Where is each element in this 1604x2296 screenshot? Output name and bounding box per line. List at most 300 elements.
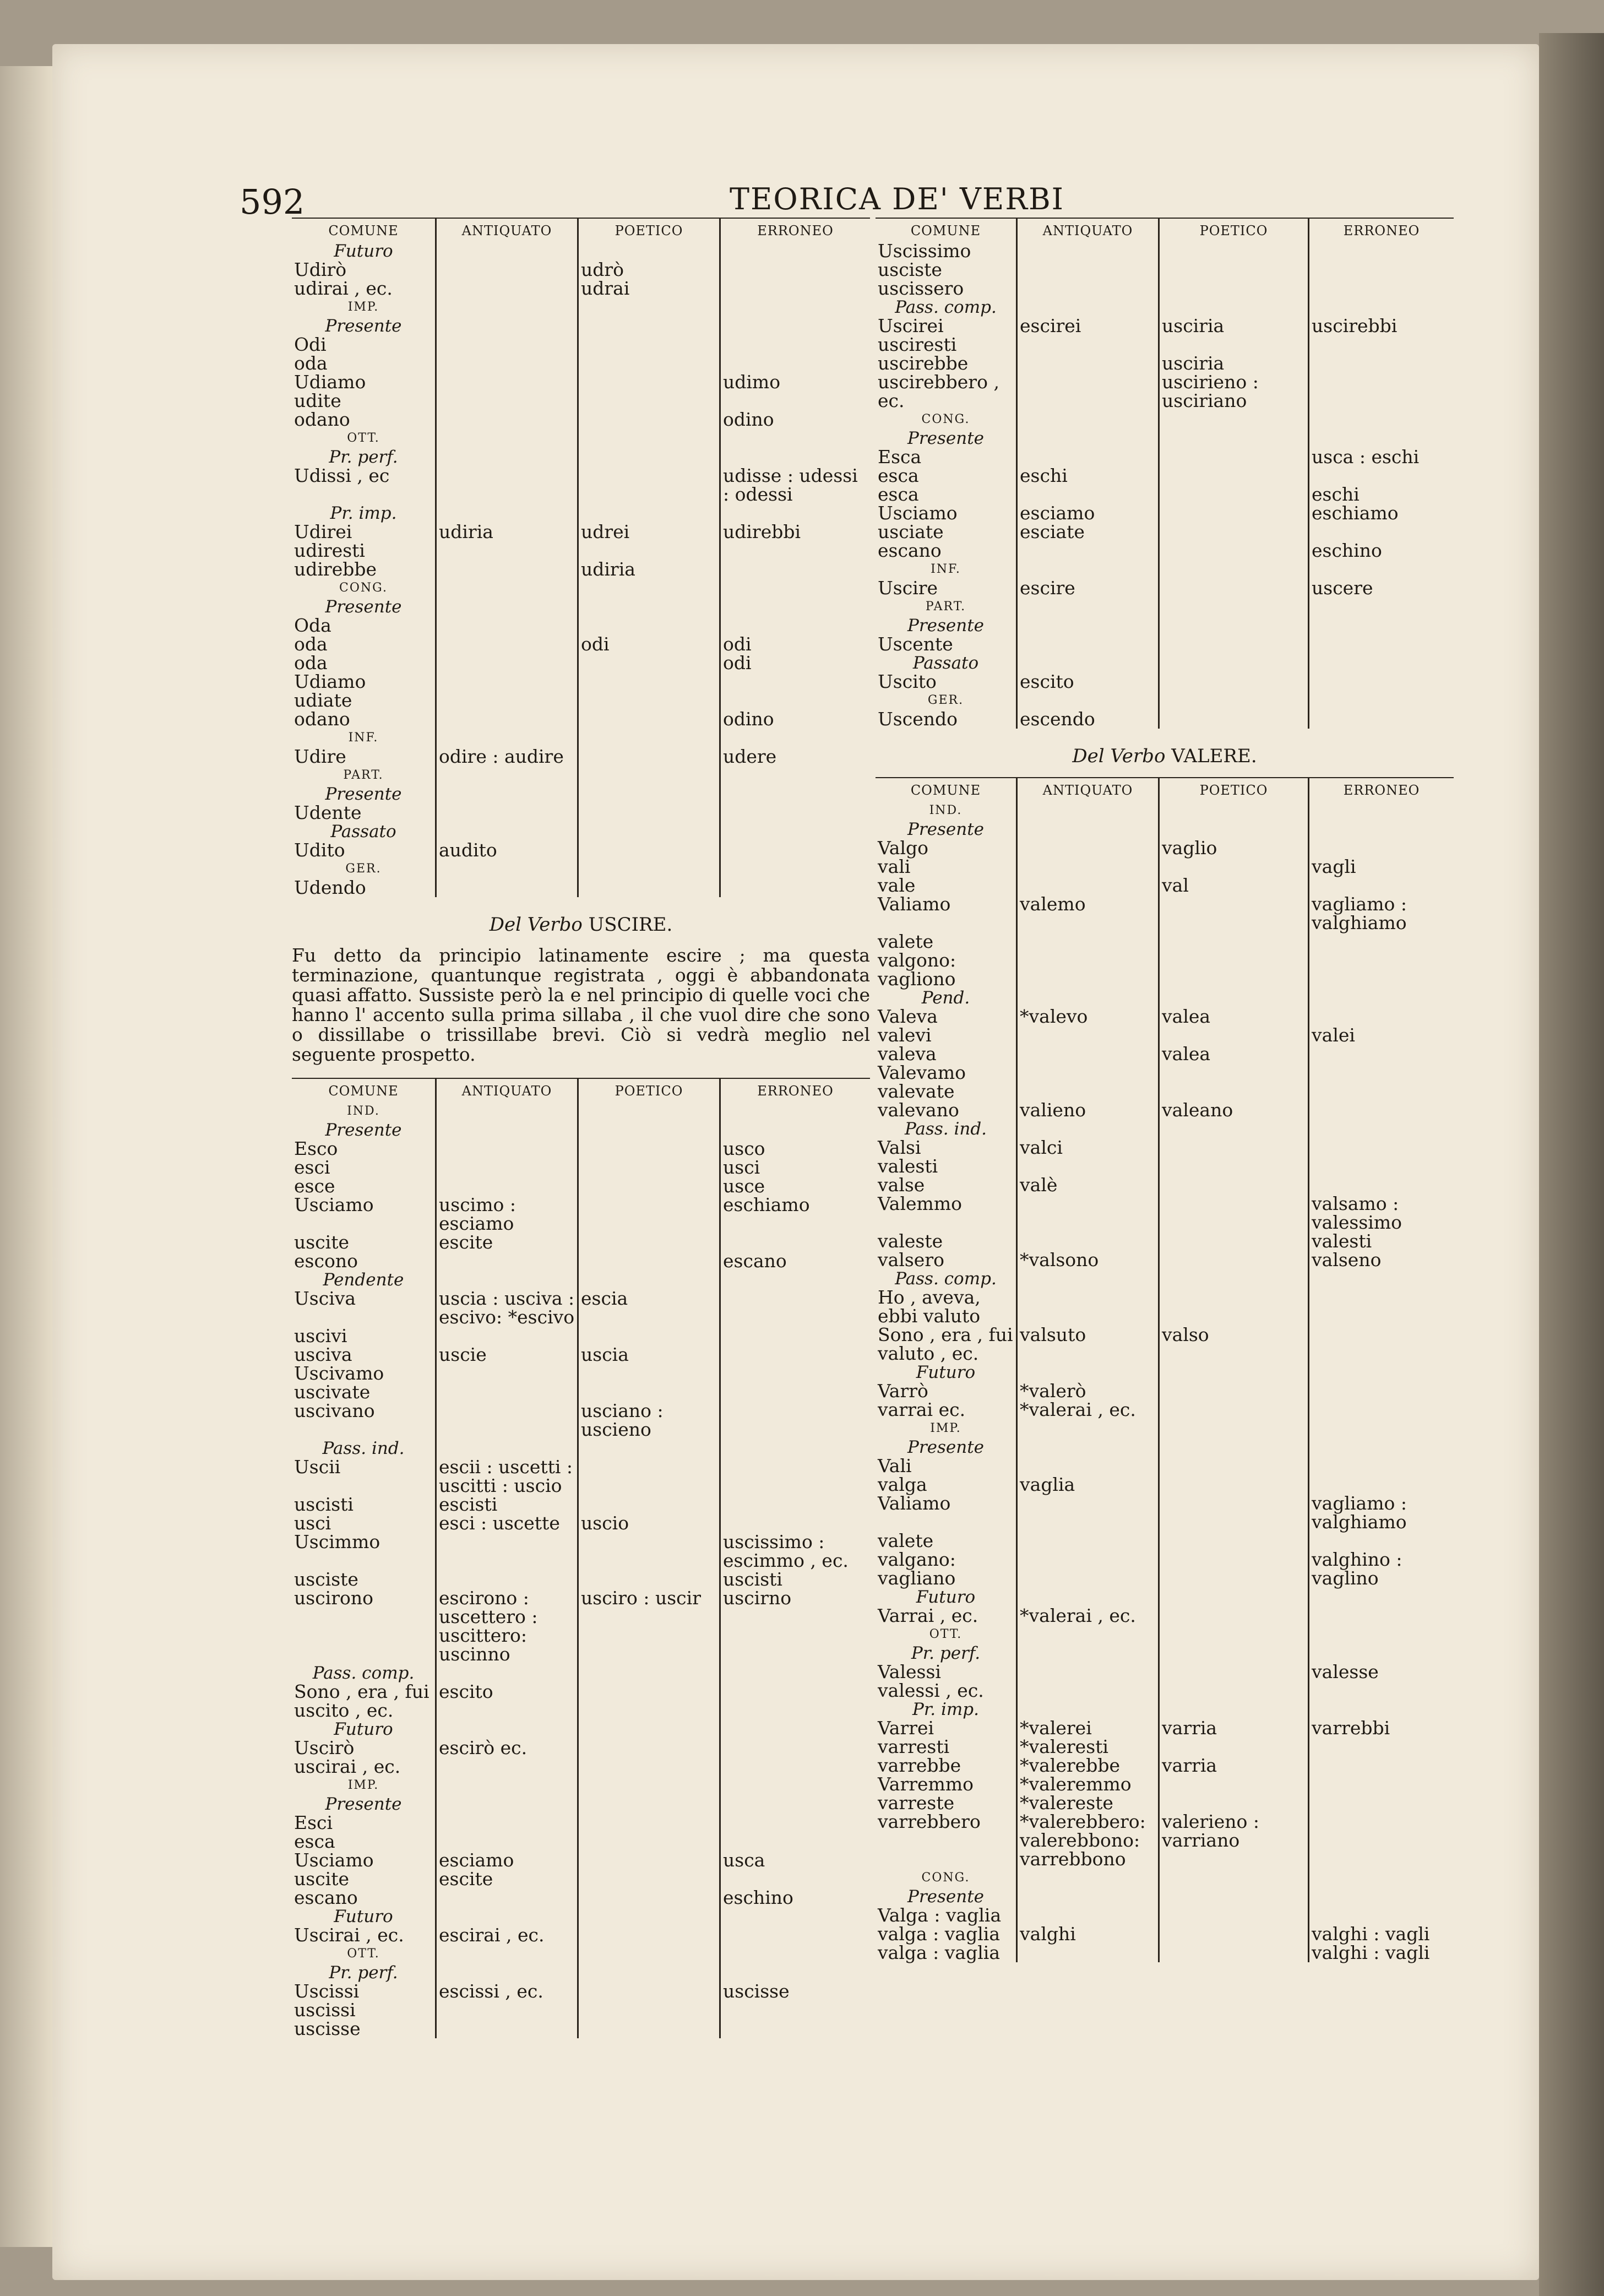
form-poetico (577, 804, 719, 822)
verb-form-comune: valeste (878, 1230, 943, 1252)
verb-form-comune: Uscii (294, 1456, 341, 1478)
form-poetico (577, 1720, 719, 1739)
tense-label: PART. (343, 768, 384, 782)
form-erroneo (719, 1945, 870, 1963)
form-erroneo (1308, 710, 1454, 729)
form-erroneo (719, 579, 870, 598)
form-erroneo (1308, 1382, 1454, 1401)
verb-form-comune: Udiamo (294, 371, 366, 393)
form-antiquato: vaglia (1016, 1475, 1158, 1494)
header-erroneo: ERRONEO (1308, 778, 1454, 801)
form-poetico (577, 1814, 719, 1832)
form-erroneo (1308, 1887, 1454, 1906)
form-erroneo (719, 1682, 870, 1720)
tense-label: Pass. comp. (895, 297, 997, 317)
form-erroneo (719, 298, 870, 317)
form-poetico: valea (1158, 1045, 1308, 1063)
form-erroneo: odi (719, 635, 870, 654)
form-erroneo (719, 392, 870, 410)
form-antiquato (435, 1177, 577, 1196)
tense-label: Presente (907, 819, 985, 839)
header-antiquato: ANTIQUATO (435, 1079, 577, 1102)
verb-form-comune: Uscito (878, 671, 937, 692)
form-erroneo (719, 1495, 870, 1514)
header-comune: COMUNE (910, 783, 981, 798)
form-erroneo (1308, 1644, 1454, 1663)
form-erroneo (719, 541, 870, 560)
form-antiquato: escito (1016, 672, 1158, 691)
verb-form-comune: esce (294, 1175, 335, 1197)
form-antiquato (435, 1439, 577, 1458)
verb-form-comune: usciva (294, 1344, 352, 1365)
verb-form-comune: oda (294, 652, 328, 674)
verb-form-comune: esca (294, 1831, 335, 1852)
uscire-section-title (292, 914, 870, 936)
form-antiquato (435, 2020, 577, 2038)
form-erroneo (719, 841, 870, 860)
form-antiquato (435, 504, 577, 523)
tense-label: Presente (325, 316, 402, 336)
form-antiquato: *valerebbero: valerebbono: varrebbono (1016, 1812, 1158, 1869)
form-poetico (577, 747, 719, 766)
header-antiquato: ANTIQUATO (1016, 778, 1158, 801)
form-antiquato: *valeremmo (1016, 1775, 1158, 1794)
form-poetico (577, 317, 719, 335)
uscire-intro-paragraph: Fu detto da principio latinamente escire ; ma questa terminazione, quantunque registrata , oggi è abbandonata quasi affatto. Sussiste però la e nel principio di quelle voci che hanno l' accento sulla prima sillaba , il che vuol dire che sono o dissillabe o trissillabe brevi. Ciò si vedrà meglio nel seguente prospetto. (292, 945, 870, 1065)
form-antiquato (435, 710, 577, 729)
page-stack-left-edge (0, 66, 52, 2247)
form-erroneo: udimo (719, 373, 870, 392)
verb-form-comune: uscite (294, 1868, 350, 1890)
verb-form-comune: Valga : vaglia (878, 1904, 1002, 1926)
form-poetico (577, 822, 719, 841)
tense-label: Pass. comp. (312, 1663, 415, 1683)
form-erroneo (719, 1963, 870, 1982)
form-antiquato (435, 1888, 577, 1907)
form-poetico (1158, 691, 1308, 710)
form-poetico: udiria (577, 560, 719, 579)
verb-form-comune: Esci (294, 1812, 333, 1833)
form-poetico (1158, 485, 1308, 504)
form-antiquato (1016, 654, 1158, 672)
uscire-title-prefix: Del Verbo (489, 914, 583, 936)
verb-form-comune: uscivano (294, 1400, 375, 1421)
form-erroneo (1308, 616, 1454, 635)
form-poetico (1158, 298, 1308, 317)
verb-form-comune: esca (878, 465, 919, 486)
valere-conjugation-table (876, 777, 1454, 1962)
form-poetico (577, 298, 719, 317)
form-antiquato: escirò ec. (435, 1739, 577, 1757)
form-erroneo (1308, 1082, 1454, 1101)
verb-form-comune: valga : vaglia (878, 1923, 1000, 1945)
verb-form-comune: valga : vaglia (878, 1942, 1000, 1963)
verb-form-comune: vale (878, 875, 916, 896)
verb-form-comune: uscite (294, 1231, 350, 1253)
verb-form-comune: Udissi , ec (294, 465, 390, 486)
header-poetico: POETICO (1158, 778, 1308, 801)
form-erroneo: usca (719, 1851, 870, 1870)
verb-form-comune: Usciamo (294, 1849, 374, 1871)
form-poetico (577, 2020, 719, 2038)
form-poetico (577, 729, 719, 747)
form-erroneo (1308, 335, 1454, 354)
verb-form-comune: udite (294, 390, 341, 411)
tense-label: Pass. ind. (322, 1439, 405, 1458)
form-erroneo (719, 766, 870, 785)
form-antiquato: escito (435, 1682, 577, 1720)
tense-label: Passato (912, 653, 979, 673)
form-poetico (577, 1757, 719, 1776)
form-erroneo (1308, 1419, 1454, 1438)
form-erroneo: odino (719, 710, 870, 729)
form-erroneo (719, 616, 870, 635)
form-erroneo (1308, 523, 1454, 541)
form-poetico (1158, 242, 1308, 260)
form-poetico (1158, 1906, 1308, 1925)
verb-form-comune: Vali (878, 1455, 912, 1477)
form-erroneo (719, 1121, 870, 1139)
form-erroneo (1308, 598, 1454, 616)
form-antiquato (1016, 820, 1158, 839)
form-erroneo (719, 242, 870, 260)
form-poetico: usciria (1158, 354, 1308, 373)
form-erroneo (719, 1776, 870, 1795)
verb-form-comune: esca (878, 484, 919, 505)
form-erroneo (719, 822, 870, 841)
form-antiquato (1016, 373, 1158, 410)
form-poetico (577, 1196, 719, 1233)
form-poetico (1158, 1869, 1308, 1887)
verb-form-comune: Varrei (878, 1717, 934, 1739)
form-erroneo (1308, 260, 1454, 279)
form-antiquato: escirai , ec. (435, 1926, 577, 1945)
tense-label: Pr. imp. (912, 1700, 979, 1719)
verb-form-comune: valesti (878, 1155, 938, 1177)
form-poetico (577, 429, 719, 448)
form-poetico: vaglio (1158, 839, 1308, 857)
form-poetico (577, 1271, 719, 1289)
form-erroneo (719, 1345, 870, 1364)
header-antiquato: ANTIQUATO (435, 219, 577, 242)
form-poetico: uscia (577, 1345, 719, 1364)
verb-form-comune: Uscimmo (294, 1531, 380, 1553)
form-poetico (1158, 1794, 1308, 1812)
tense-label: Futuro (334, 241, 393, 261)
form-poetico (1158, 1475, 1308, 1494)
verb-form-comune: escano (878, 540, 942, 561)
form-poetico (1158, 335, 1308, 354)
tense-label: Pr. perf. (911, 1643, 981, 1663)
form-poetico (1158, 616, 1308, 635)
form-antiquato: valci (1016, 1138, 1158, 1157)
verb-form-comune: valga (878, 1474, 927, 1495)
form-poetico (577, 860, 719, 878)
form-poetico (577, 1926, 719, 1945)
verb-form-comune: valevano (878, 1099, 959, 1121)
form-poetico (577, 1121, 719, 1139)
tense-label: Pass. comp. (895, 1269, 997, 1289)
verb-form-comune: varreste (878, 1792, 955, 1814)
form-erroneo: uscirebbi (1308, 317, 1454, 335)
form-erroneo (719, 1795, 870, 1814)
form-poetico (577, 616, 719, 635)
valere-title-prefix: Del Verbo (1072, 745, 1166, 767)
form-erroneo: eschi (1308, 485, 1454, 504)
form-antiquato (1016, 429, 1158, 448)
header-comune: COMUNE (328, 1083, 399, 1099)
form-erroneo: uscere (1308, 579, 1454, 598)
form-poetico (577, 1439, 719, 1458)
form-erroneo (1308, 1438, 1454, 1457)
form-poetico (1158, 1401, 1308, 1419)
form-poetico (577, 1888, 719, 1907)
form-antiquato: escirei (1016, 317, 1158, 335)
form-poetico (577, 1158, 719, 1177)
header-poetico: POETICO (1158, 219, 1308, 242)
form-antiquato (1016, 279, 1158, 298)
form-poetico (577, 1832, 719, 1851)
form-poetico (1158, 1457, 1308, 1475)
verb-form-comune: udiresti (294, 540, 365, 561)
verb-form-comune: valgano: vagliano (878, 1549, 962, 1589)
form-antiquato (1016, 1494, 1158, 1532)
form-erroneo (719, 279, 870, 298)
form-erroneo (719, 1327, 870, 1345)
verb-form-comune: varrebbe (878, 1755, 961, 1776)
verb-form-comune: valete (878, 931, 934, 952)
form-erroneo: uscissimo : escimmo , ec. (719, 1533, 870, 1570)
verb-form-comune: valeva (878, 1043, 937, 1065)
form-poetico (1158, 1138, 1308, 1157)
verb-form-comune: Varrai , ec. (878, 1605, 978, 1626)
form-antiquato: *valerai , ec. (1016, 1606, 1158, 1625)
form-antiquato (1016, 1906, 1158, 1925)
form-antiquato (1016, 1869, 1158, 1887)
form-poetico (577, 354, 719, 373)
form-antiquato: escendo (1016, 710, 1158, 729)
form-erroneo (1308, 1812, 1454, 1869)
tense-label: OTT. (929, 1627, 963, 1641)
form-antiquato (1016, 1700, 1158, 1719)
header-erroneo: ERRONEO (719, 219, 870, 242)
form-antiquato (1016, 448, 1158, 466)
form-poetico (577, 1102, 719, 1121)
form-erroneo (1308, 1269, 1454, 1288)
form-antiquato (435, 766, 577, 785)
tense-label: Presente (907, 616, 985, 636)
form-erroneo: varrebbi (1308, 1719, 1454, 1738)
form-antiquato (1016, 876, 1158, 895)
form-erroneo (1308, 1906, 1454, 1925)
tense-label: Pr. imp. (330, 503, 397, 523)
verb-form-comune: uscissero (878, 278, 964, 299)
form-antiquato (435, 1814, 577, 1832)
verb-form-comune: Udente (294, 802, 362, 823)
form-antiquato: *valevo (1016, 1007, 1158, 1026)
form-erroneo (1308, 876, 1454, 895)
form-erroneo (719, 729, 870, 747)
form-antiquato (1016, 485, 1158, 504)
form-erroneo: uscisti (719, 1570, 870, 1589)
form-poetico (1158, 801, 1308, 820)
form-poetico (1158, 1026, 1308, 1045)
form-poetico: uscio (577, 1514, 719, 1533)
form-erroneo: odi (719, 654, 870, 672)
form-antiquato (1016, 1457, 1158, 1475)
form-antiquato (1016, 1063, 1158, 1082)
form-antiquato (435, 242, 577, 260)
form-antiquato (435, 448, 577, 466)
form-erroneo (1308, 1606, 1454, 1625)
verb-form-comune: udirai , ec. (294, 278, 393, 299)
verb-form-comune: Uscirò (294, 1737, 355, 1758)
form-poetico (577, 448, 719, 466)
tense-label: OTT. (347, 1947, 380, 1961)
form-antiquato (1016, 298, 1158, 317)
form-erroneo (1308, 1401, 1454, 1419)
tense-label: Presente (907, 1887, 985, 1907)
form-erroneo (1308, 1756, 1454, 1775)
form-antiquato: escii : uscetti : uscitti : uscio (435, 1458, 577, 1495)
form-erroneo (1308, 635, 1454, 654)
form-antiquato (435, 373, 577, 392)
form-antiquato (1016, 335, 1158, 354)
form-poetico (1158, 1120, 1308, 1138)
form-antiquato (435, 654, 577, 672)
tense-label: IMP. (347, 300, 379, 314)
form-antiquato: valghi (1016, 1925, 1158, 1944)
form-antiquato: uscia : usciva : escivo: *escivo (435, 1289, 577, 1327)
form-antiquato (1016, 857, 1158, 876)
form-erroneo: eschiamo (1308, 504, 1454, 523)
verb-form-comune: Odi (294, 334, 327, 355)
form-antiquato (435, 1963, 577, 1982)
tense-label: Presente (325, 784, 402, 804)
form-erroneo: eschino (719, 1888, 870, 1907)
form-antiquato (435, 1945, 577, 1963)
form-erroneo: vagliamo : valghiamo (1308, 1494, 1454, 1532)
verb-form-comune: escano (294, 1887, 358, 1908)
form-poetico (1158, 932, 1308, 951)
form-antiquato (435, 598, 577, 616)
form-erroneo (1308, 1869, 1454, 1887)
header-antiquato: ANTIQUATO (1016, 219, 1158, 242)
tense-label: CONG. (339, 581, 388, 595)
form-poetico (1158, 448, 1308, 466)
form-antiquato (435, 804, 577, 822)
form-antiquato (435, 560, 577, 579)
tense-label: IMP. (930, 1421, 961, 1435)
form-antiquato (435, 1327, 577, 1345)
form-poetico (1158, 857, 1308, 876)
form-erroneo (719, 1458, 870, 1495)
tense-label: PART. (925, 600, 966, 614)
form-poetico (1158, 579, 1308, 598)
form-erroneo (1308, 242, 1454, 260)
form-erroneo: valghino : vaglino (1308, 1550, 1454, 1588)
form-antiquato (1016, 1082, 1158, 1101)
verb-form-comune: udiate (294, 690, 352, 711)
form-antiquato (435, 1364, 577, 1383)
verb-form-comune: Sono , era , fui valuto , ec. (878, 1324, 1019, 1364)
verb-form-comune: Sono , era , fui uscito , ec. (294, 1681, 436, 1721)
form-antiquato (435, 392, 577, 410)
form-erroneo (719, 1289, 870, 1327)
header-erroneo: ERRONEO (719, 1079, 870, 1102)
form-erroneo (1308, 1138, 1454, 1157)
form-antiquato (435, 1102, 577, 1121)
form-erroneo (1308, 672, 1454, 691)
verb-form-comune: Valsi (878, 1137, 921, 1158)
right-column (876, 218, 1454, 1962)
form-erroneo (1308, 1475, 1454, 1494)
form-poetico (1158, 1606, 1308, 1625)
form-poetico: valso (1158, 1326, 1308, 1363)
tense-label: Passato (330, 822, 396, 842)
verb-form-comune: Udiamo (294, 671, 366, 692)
form-erroneo: escano (719, 1252, 870, 1271)
form-erroneo: valei (1308, 1026, 1454, 1045)
form-poetico (577, 579, 719, 598)
uscire-conjugation-table-continued (876, 218, 1454, 729)
form-antiquato (1016, 1026, 1158, 1045)
tense-label: INF. (348, 731, 379, 745)
form-erroneo (719, 860, 870, 878)
form-poetico (1158, 1438, 1308, 1457)
form-antiquato: valè (1016, 1176, 1158, 1195)
verb-form-comune: odano (294, 409, 350, 430)
form-erroneo (1308, 560, 1454, 579)
form-erroneo (1308, 839, 1454, 857)
form-poetico (1158, 1176, 1308, 1195)
form-poetico: valerieno : varriano (1158, 1812, 1308, 1869)
form-poetico (577, 1982, 719, 2001)
verb-form-comune: Uscissimo (878, 240, 971, 262)
form-antiquato (1016, 1045, 1158, 1063)
form-antiquato (1016, 1232, 1158, 1251)
verb-form-comune: uscisse (294, 2018, 361, 2039)
tense-label: IND. (929, 804, 963, 817)
form-poetico (1158, 598, 1308, 616)
form-erroneo (719, 1102, 870, 1121)
verb-form-comune: usci (294, 1512, 331, 1534)
form-antiquato (435, 1139, 577, 1158)
form-antiquato (1016, 951, 1158, 989)
verb-form-comune: Uscirai , ec. (294, 1924, 404, 1946)
header-erroneo: ERRONEO (1308, 219, 1454, 242)
form-antiquato: esciamo (435, 1851, 577, 1870)
form-antiquato (435, 691, 577, 710)
verb-form-comune: Usciva (294, 1288, 356, 1309)
form-antiquato (1016, 616, 1158, 635)
form-poetico: varria (1158, 1756, 1308, 1775)
form-antiquato: valieno (1016, 1101, 1158, 1120)
form-poetico: valeano (1158, 1101, 1308, 1120)
form-antiquato (1016, 1438, 1158, 1457)
form-antiquato: *valerò (1016, 1382, 1158, 1401)
form-antiquato (1016, 260, 1158, 279)
form-poetico: escia (577, 1289, 719, 1327)
form-poetico: val (1158, 876, 1308, 895)
form-antiquato (435, 822, 577, 841)
form-poetico (1158, 1382, 1308, 1401)
form-antiquato (1016, 541, 1158, 560)
header-poetico: POETICO (577, 219, 719, 242)
form-poetico (577, 598, 719, 616)
form-poetico (1158, 1195, 1308, 1232)
form-antiquato (1016, 1663, 1158, 1681)
